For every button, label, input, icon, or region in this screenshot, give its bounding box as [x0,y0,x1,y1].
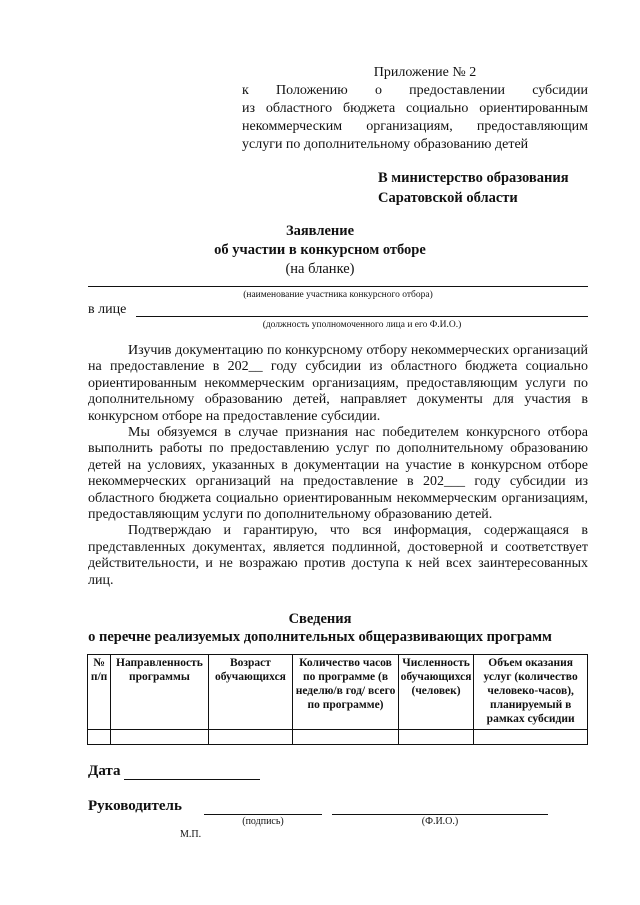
name-line[interactable] [332,814,548,815]
programs-table [87,654,588,745]
column-header: Численность обучающихся (человек) [398,655,473,730]
head-label: Руководитель [88,798,182,814]
annex-line: из областного бюджета социально ориентированным [242,101,588,116]
date-label: Дата [88,763,121,779]
table-cell[interactable] [88,730,111,745]
annex-line: некоммерческим организациям, предоставляющим [242,119,588,134]
table-cell[interactable] [208,730,293,745]
signature-caption: (подпись) [242,816,284,827]
person-caption: (должность уполномоченного лица и его Ф.И.О.) [262,320,462,330]
table-cell[interactable] [474,730,588,745]
person-line[interactable] [136,316,588,317]
info-heading [0,610,640,646]
annex-block [242,64,588,154]
column-header: Направленность программы [111,655,209,730]
annex-line: услуги по дополнительному образованию детей [242,137,529,152]
stamp-place: М.П. [180,829,202,840]
info-subtitle: о перечне реализуемых дополнительных общеразвивающих программ [88,629,552,645]
person-prefix: в лице [88,302,127,317]
column-header: Количество часов по программе (в неделю/в год/ всего по программе) [293,655,399,730]
column-header: Возраст обучающихся [208,655,293,730]
column-header: Объем оказания услуг (количество человеко-часов), планируемый в рамках субсидии [474,655,588,730]
table-cell[interactable] [111,730,209,745]
document-note: (на бланке) [285,261,355,277]
document-title: Заявление [285,223,355,239]
table-header-row [88,655,588,730]
name-caption: (Ф.И.О.) [421,816,459,827]
signature-line[interactable] [204,814,322,815]
table-cell[interactable] [293,730,399,745]
date-line[interactable] [124,779,260,780]
table-cell[interactable] [398,730,473,745]
info-title: Сведения [288,611,352,627]
document-heading [0,222,640,279]
table-row [88,730,588,745]
document-subtitle: об участии в конкурсном отборе [214,242,426,258]
paragraph: Изучив документацию по конкурсному отбору некоммерческих организаций на предоставление в 202__ году субсидии из областного бюджета социально ориентированным некоммерческим организациям, предоставляющим услуги по дополнительному образованию детей, направляет документы для участия в конкурсном отборе на предоставление субсидии. [88,343,588,424]
annex-number: Приложение № 2 [373,65,477,80]
paragraph: Подтверждаю и гарантирую, что вся информация, содержащаяся в представленных документах, является подлинной, достоверной и соответствует действительности, и не возражаю против доступа к ней всех заинтересованных лиц. [88,523,588,588]
statement-body [88,343,588,589]
annex-line: к Положению о предоставлении субсидии [242,83,588,98]
addressee [378,168,618,208]
addressee-line: Саратовской области [378,190,518,206]
org-name-caption: (наименование участника конкурсного отбора) [243,290,433,300]
column-header: № п/п [88,655,111,730]
addressee-line: В министерство образования [378,170,569,186]
org-name-line[interactable] [88,286,588,287]
paragraph: Мы обязуемся в случае признания нас победителем конкурсного отбора выполнить работы по предоставлению услуг по дополнительному образованию детей на условиях, указанных в документации на участие в конкурсном отборе некоммерческих организаций на предоставление в 202___ году субсидии из областного бюджета социально ориентированным некоммерческим организациям, предоставляющим услуги по дополнительному образованию детей. [88,425,588,523]
